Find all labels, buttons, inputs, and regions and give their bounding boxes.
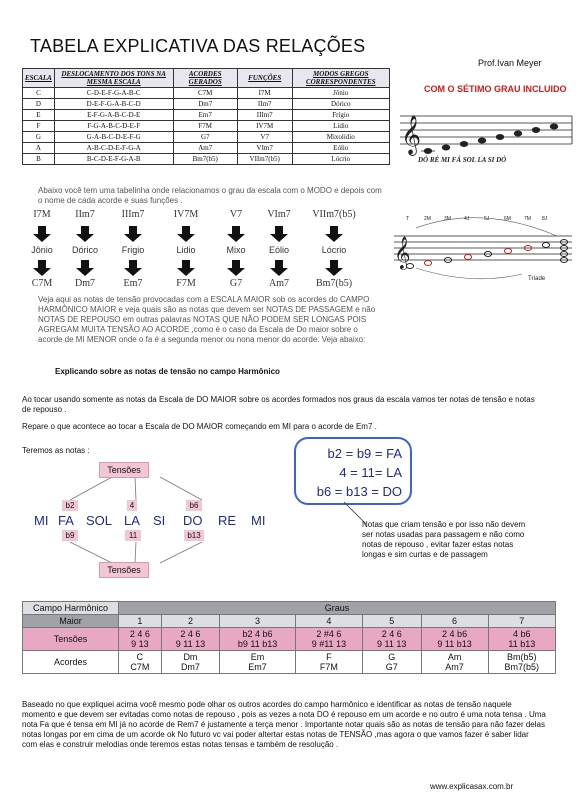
triad-label: Tríade [528, 276, 546, 282]
cell-line: 11 b13 [508, 639, 536, 649]
table-cell [295, 651, 362, 674]
table-cell [161, 615, 220, 628]
table-cell [119, 651, 162, 674]
table2-row-degrees [23, 615, 556, 628]
staff-note [542, 243, 549, 248]
table2-row-chords [23, 651, 556, 674]
table2-row-tensions [23, 628, 556, 651]
table-cell: Bm7(b5) [173, 154, 237, 165]
degree-label: IIm7 [75, 209, 95, 220]
table-cell: Lídio [292, 121, 389, 132]
degree-label: IV7M [173, 209, 199, 220]
mode-label: Mixo [226, 245, 246, 255]
staff-note [532, 127, 540, 133]
cell-line: 3 [255, 616, 261, 626]
major-scale-staff [396, 80, 576, 175]
cell-line: 9 13 [131, 639, 149, 649]
note-sol: SOL [86, 513, 113, 528]
table-row [23, 110, 390, 121]
chord-label: Dm7 [75, 278, 95, 289]
note-fa: FA [58, 513, 74, 528]
label-b6: b6 [186, 500, 202, 511]
degree-label: VIIm7(b5) [312, 209, 356, 220]
label-b9: b9 [62, 530, 78, 541]
paragraph-2: Repare o que acontece ao tocar a Escala de DO MAIOR começando em MI para o acorde de Em7 . [22, 422, 377, 431]
down-arrow-icon [124, 226, 142, 242]
header-funcoes: FUNÇÕES [237, 69, 292, 88]
interval-label: 5J [484, 216, 490, 222]
staff-banner: COM O SÉTIMO GRAU INCLUIDO [424, 84, 567, 94]
down-arrow-icon [325, 260, 343, 276]
treble-clef-icon: 𝄞 [401, 115, 422, 155]
down-arrow-icon [227, 226, 245, 242]
cell-line: 2 [187, 616, 193, 626]
header-acordes: ACORDES GERADOS [173, 69, 237, 88]
mode-label: Lócrio [321, 245, 347, 255]
degree-label: IIIm7 [121, 209, 145, 220]
cell-line: 9 11 13 [175, 639, 206, 649]
degree-label: V7 [229, 209, 243, 220]
tensions-top-box: Tensões [99, 462, 149, 478]
harmonic-field-table [22, 601, 556, 674]
header-modos: MODOS GREGOS CORRESPONDENTES [292, 69, 389, 88]
table-cell: B-C-D-E-F-G-A-B [54, 154, 173, 165]
table-cell: Frígio [292, 110, 389, 121]
table2-row-header [23, 602, 556, 615]
cell-line: Dm7 [180, 662, 200, 672]
cell-line: 5 [389, 616, 395, 626]
chord-label: F7M [176, 278, 196, 289]
label-11: 11 [125, 530, 141, 541]
table-cell: F7M [173, 121, 237, 132]
chord-label: G7 [229, 278, 243, 289]
staff-note [460, 141, 468, 147]
table-cell [421, 651, 488, 674]
down-arrow-icon [227, 260, 245, 276]
cell-line: C7M [130, 662, 150, 672]
cell-line: b2 4 b6 [242, 629, 273, 639]
label-b13: b13 [184, 530, 204, 541]
graus-cell: Graus [119, 602, 556, 615]
down-arrow-icon [124, 260, 142, 276]
intro-text: Abaixo você tem uma tabelinha onde relacionamos o grau da escala com o MODO e depois com o nome de cada acorde e suas funções . [38, 186, 382, 205]
table-cell [488, 615, 555, 628]
scale-relations-table [22, 68, 390, 165]
tensions-bottom-box: Tensões [99, 562, 149, 578]
table-cell: V7 [237, 132, 292, 143]
note-re: RE [218, 513, 237, 528]
tension-paragraph: Veja aqui as notas de tensão provocadas com a ESCALA MAIOR sob os acordes do CAMPO HARMÔNICO MAIOR e veja quais são as notas que devem ser NOTAS DE PASSAGEM e não NOTAS DE REPOUSO em outras palavras NOTAS QUE NÃO PODEM SER LONGAS POIS AGREGAM MUITA TENSÃO AO ACORDE ,como é o caso da Escala de Do maior sobre o acorde de MI MENOR onde o fa é a segunda menor ou nona menor do acorde. Veja abaixo: [38, 295, 376, 344]
table-cell: Lócrio [292, 154, 389, 165]
cell-line: Em [250, 652, 265, 662]
cell-line: C [136, 652, 144, 662]
down-arrow-icon [33, 260, 51, 276]
table-cell: Dm7 [173, 99, 237, 110]
table-row [23, 121, 390, 132]
interval-label: 4J [464, 216, 470, 222]
interval-label: T [406, 216, 410, 222]
table-cell: F-G-A-B-C-D-E-F [54, 121, 173, 132]
cell-line: Em7 [248, 662, 267, 672]
cell-line: 2 4 6 [129, 629, 150, 639]
down-arrow-icon [270, 260, 288, 276]
table-cell [421, 628, 488, 651]
cell-line: Bm(b5) [507, 652, 537, 662]
label-4: 4 [127, 500, 137, 511]
down-arrow-icon [270, 226, 288, 242]
staff-note [550, 124, 558, 130]
staff-note [514, 131, 522, 137]
table-cell [295, 628, 362, 651]
staff-note [424, 148, 432, 154]
mode-label: Eólio [268, 245, 289, 255]
down-arrow-icon [76, 260, 94, 276]
cell-line: 6 [452, 616, 458, 626]
table-row [23, 88, 390, 99]
table-cell [488, 628, 555, 651]
down-arrow-icon [177, 226, 195, 242]
interval-label: 7M [524, 216, 531, 222]
table-cell: I7M [237, 88, 292, 99]
table-cell: E-F-G-A-B-C-D-E [54, 110, 173, 121]
cell-line: Am7 [445, 662, 464, 672]
paragraph-1: Ao tocar usando somente as notas da Escala de DO MAIOR sobre os acordes formados nos graus da escala vamos ter notas de tensão e notas de repouso . [22, 395, 535, 414]
cell-line: G7 [385, 662, 398, 672]
cell-line: 4 b6 [513, 629, 531, 639]
table-cell [119, 628, 162, 651]
note-mi-octave: MI [251, 513, 266, 528]
staff-note [424, 261, 431, 266]
cell-line: Am [447, 652, 462, 662]
equation-b2: b2 = b9 = FA [327, 446, 402, 461]
interval-label: 3M [444, 216, 451, 222]
cell-line: 4 [326, 616, 332, 626]
triad-arc [416, 268, 522, 279]
notes-intro: Teremos as notas : [22, 446, 90, 455]
tensoes-label-cell: Tensões [23, 628, 119, 651]
table-cell: G [23, 132, 55, 143]
label-b2: b2 [62, 500, 78, 511]
table-cell: IIIm7 [237, 110, 292, 121]
chord-label: Em7 [123, 278, 143, 289]
table-cell [220, 628, 296, 651]
table-row [23, 99, 390, 110]
table-cell [362, 615, 421, 628]
table-cell: IIm7 [237, 99, 292, 110]
table-cell: C-D-E-F-G-A-B-C [54, 88, 173, 99]
chord-label: C7M [31, 278, 53, 289]
table-header-row [23, 69, 390, 88]
table-cell [421, 615, 488, 628]
table-cell: D-E-F-G-A-B-C-D [54, 99, 173, 110]
down-arrow-icon [33, 226, 51, 242]
note-la: LA [124, 513, 140, 528]
section-subheading: Explicando sobre as notas de tensão no campo Harmônico [55, 367, 280, 376]
table-cell: Mixolídio [292, 132, 389, 143]
author: Prof.Ivan Meyer [478, 58, 542, 68]
table-cell [119, 615, 162, 628]
mode-label: Lidio [176, 245, 196, 255]
table-row [23, 154, 390, 165]
chord-label: Bm7(b5) [315, 278, 353, 289]
maior-cell: Maior [23, 615, 119, 628]
note-si: SI [153, 513, 166, 528]
table-cell: Am7 [173, 143, 237, 154]
cell-line: 1 [137, 616, 143, 626]
mode-label: Dórico [71, 245, 98, 255]
degree-label: I7M [33, 209, 51, 220]
table-cell: Em7 [173, 110, 237, 121]
down-arrow-icon [76, 226, 94, 242]
table-cell: D [23, 99, 55, 110]
down-arrow-icon [325, 226, 343, 242]
staff-note-names: DÓ RÉ MI FÁ SOL LA SI DÓ [418, 156, 507, 164]
table-cell [161, 651, 220, 674]
table-cell [161, 628, 220, 651]
table-cell: VIIm7(b5) [237, 154, 292, 165]
cell-line: 2 #4 6 [316, 629, 342, 639]
cell-line: b9 11 b13 [237, 639, 278, 649]
cell-line: Bm7(b5) [504, 662, 540, 672]
cell-line: F [326, 652, 332, 662]
interval-label: 8J [542, 216, 548, 222]
cell-line: G [388, 652, 396, 662]
table-row [23, 143, 390, 154]
staff-note [504, 249, 511, 254]
equations-box [294, 437, 412, 505]
cell-line: 9 11 b13 [437, 639, 472, 649]
cell-line: 2 4 6 [381, 629, 402, 639]
table-cell: B [23, 154, 55, 165]
interval-label: 2M [424, 216, 431, 222]
table-cell [220, 651, 296, 674]
cell-line: 2 4 b6 [442, 629, 468, 639]
table-cell: Jônio [292, 88, 389, 99]
table-cell [362, 651, 421, 674]
note-do: DO [183, 513, 203, 528]
chord-label: Am7 [269, 278, 289, 289]
table-row [23, 132, 390, 143]
equation-b6: b6 = b13 = DO [316, 484, 402, 499]
header-escala: ESCALA [23, 69, 55, 88]
table-cell: VIm7 [237, 143, 292, 154]
table-cell [220, 615, 296, 628]
page-title: TABELA EXPLICATIVA DAS RELAÇÕES [30, 36, 366, 56]
table-cell [362, 628, 421, 651]
note-mi: MI [34, 513, 49, 528]
table-cell: Dórico [292, 99, 389, 110]
cell-line: 9 11 13 [377, 639, 407, 649]
table-cell: F [23, 121, 55, 132]
acordes-label-cell: Acordes [23, 651, 119, 674]
tension-callout: Notas que criam tensão e por isso não devem ser notas usadas para passagem e não como notas de repouso , evitar fazer estas notas longas e sim curtas e de passagem [362, 520, 526, 559]
staff-note [478, 138, 486, 144]
equation-4: 4 = 11= LA [339, 465, 402, 480]
staff-note [496, 134, 504, 140]
cell-line: 9 #11 13 [311, 639, 347, 649]
mode-label: Jônio [31, 245, 53, 255]
staff-note [464, 255, 471, 260]
degree-label: VIm7 [267, 209, 291, 220]
table-cell: G-A-B-C-D-E-F-G [54, 132, 173, 143]
down-arrow-icon [177, 260, 195, 276]
cell-line: 2 4 6 [180, 629, 201, 639]
campo-harmonico-cell: Campo Harmônico [23, 602, 119, 615]
treble-clef-icon: 𝄞 [394, 236, 411, 269]
mode-label: Frigio [121, 245, 145, 255]
cell-line: Dm [183, 652, 198, 662]
table-cell [295, 615, 362, 628]
staff-note [442, 145, 450, 151]
table-cell: G7 [173, 132, 237, 143]
table-cell: IV7M [237, 121, 292, 132]
table-cell: E [23, 110, 55, 121]
table-cell: C7M [173, 88, 237, 99]
table-cell: A-B-C-D-E-F-G-A [54, 143, 173, 154]
website-url: www.explicasax.com.br [430, 782, 514, 791]
conclusion-paragraph: Baseado no que expliquei acima você mesmo pode olhar os outros acordes do campo harmônico e identificar as notas de tensão naquele momento e que devem ser evitadas como notas de repouso , pois as vezes a nota DO é repouso em um acorde e no outro é uma nota tensa . Uma nota Fa que é tensa em MI já no acorde de Rem7 é justamente a terça menor . Importante notar quais são as notas de tensão para não fazer delas notas longas por em cima de um acorde ok No futuro vc vai poder altertar estas notas de TENSÃO ,mas agora o que vamos fazer é saber lidar com elas e construir melodias onde teremos estas notas tensas e também de resolução . [22, 700, 546, 749]
table-cell: A [23, 143, 55, 154]
table-cell [488, 651, 555, 674]
interval-label: 6M [504, 216, 511, 222]
cell-line: F7M [319, 662, 338, 672]
intervals-staff [392, 208, 577, 298]
header-deslocamento: DESLOCAMENTO DOS TONS NA MESMA ESCALA [54, 69, 173, 88]
table-cell: Eólio [292, 143, 389, 154]
table-cell: C [23, 88, 55, 99]
cell-line: 7 [519, 616, 525, 626]
